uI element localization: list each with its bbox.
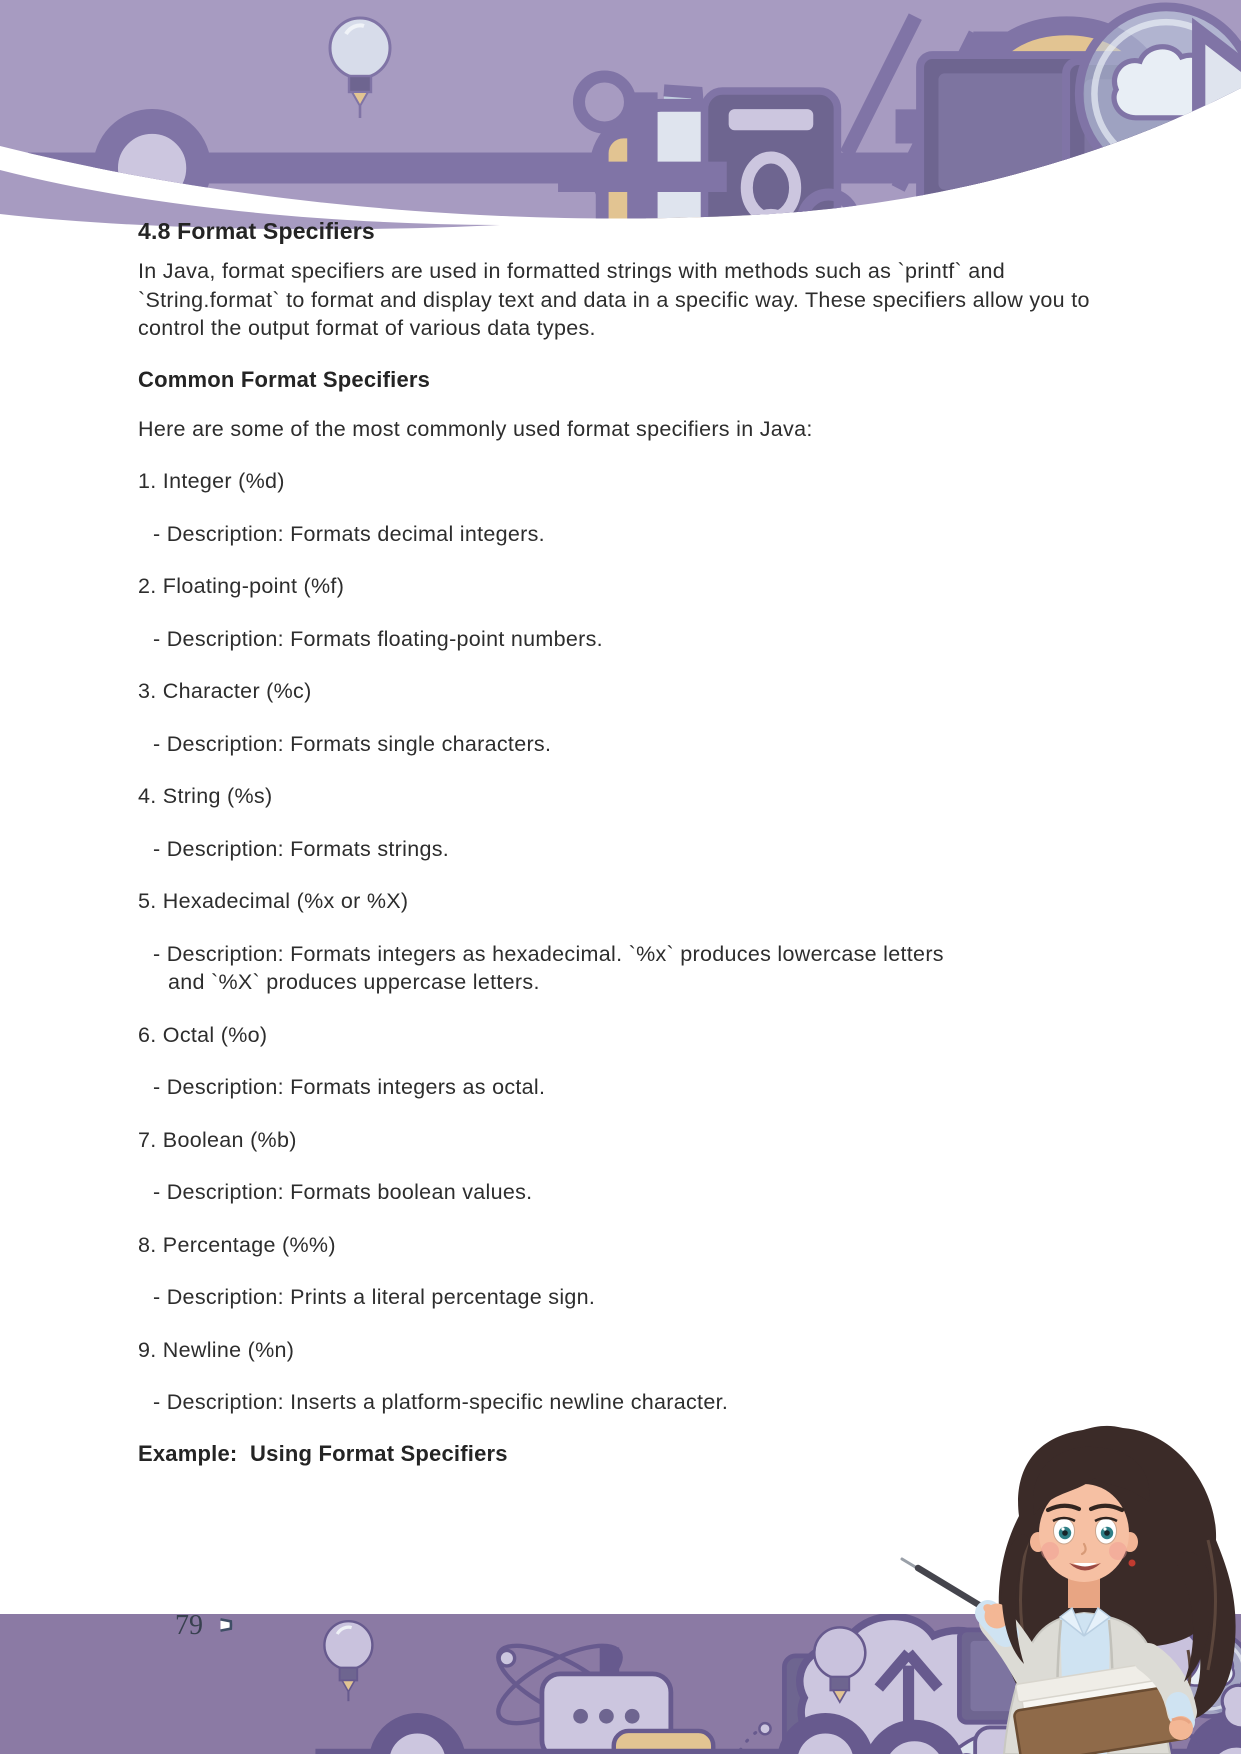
list-item-description: - Description: Formats integers as octal.: [153, 1075, 546, 1099]
list-item-description: - Description: Prints a literal percentage sign.: [153, 1285, 596, 1309]
list-item: 4. String (%s): [138, 784, 273, 808]
list-item: 7. Boolean (%b): [138, 1127, 297, 1152]
page-number-badge: [144, 1580, 234, 1670]
content-area: [138, 218, 1118, 1467]
list-item-description: - Description: Formats strings.: [153, 836, 450, 861]
list-item-description: - Description: Formats integers as hexadecimal. `%x` produces lowercase letters and `%X` produces uppercase letters.: [153, 941, 957, 994]
smartphone-link-icon: [704, 91, 837, 232]
page-number: 79: [175, 1610, 203, 1641]
list-item-description: - Description: Formats boolean values.: [153, 1180, 533, 1204]
list-item-description: - Description: Formats single characters.: [153, 731, 552, 756]
plus-icon: [1136, 148, 1241, 232]
list-item: 2. Floating-point (%f): [138, 574, 345, 598]
list-item: 3. Character (%c): [138, 679, 312, 703]
page-header-art: [0, 0, 1241, 232]
intro-paragraph: In Java, format specifiers are used in formatted strings with methods such as `printf` and `String.format` to format and display text and data in a specific way. These specifiers allow you to control the output format of various data types.: [138, 259, 1090, 340]
list-item: 8. Percentage (%%): [138, 1232, 336, 1257]
list-item-description: - Description: Formats decimal integers.: [153, 521, 545, 546]
list-item-description: - Description: Inserts a platform-specific newline character.: [153, 1390, 729, 1414]
list-item: 9. Newline (%n): [138, 1337, 295, 1362]
teacher-illustration: [878, 1420, 1241, 1754]
list-item: 5. Hexadecimal (%x or %X): [138, 889, 409, 913]
list-item: 6. Octal (%o): [138, 1022, 268, 1047]
list-intro: Here are some of the most commonly used format specifiers in Java:: [138, 416, 813, 441]
section-title: 4.8 Format Specifiers: [138, 218, 375, 244]
specifier-list: [138, 467, 1118, 1417]
atom-icon: [1159, 132, 1241, 232]
gear-icon: [221, 1619, 231, 1630]
list-item-description: - Description: Formats floating-point numbers.: [153, 626, 603, 651]
example-title: Example: Using Format Specifiers: [138, 1440, 508, 1466]
cursor-icon: [1199, 31, 1241, 232]
subsection-title: Common Format Specifiers: [138, 366, 431, 392]
list-item: 1. Integer (%d): [138, 469, 285, 493]
